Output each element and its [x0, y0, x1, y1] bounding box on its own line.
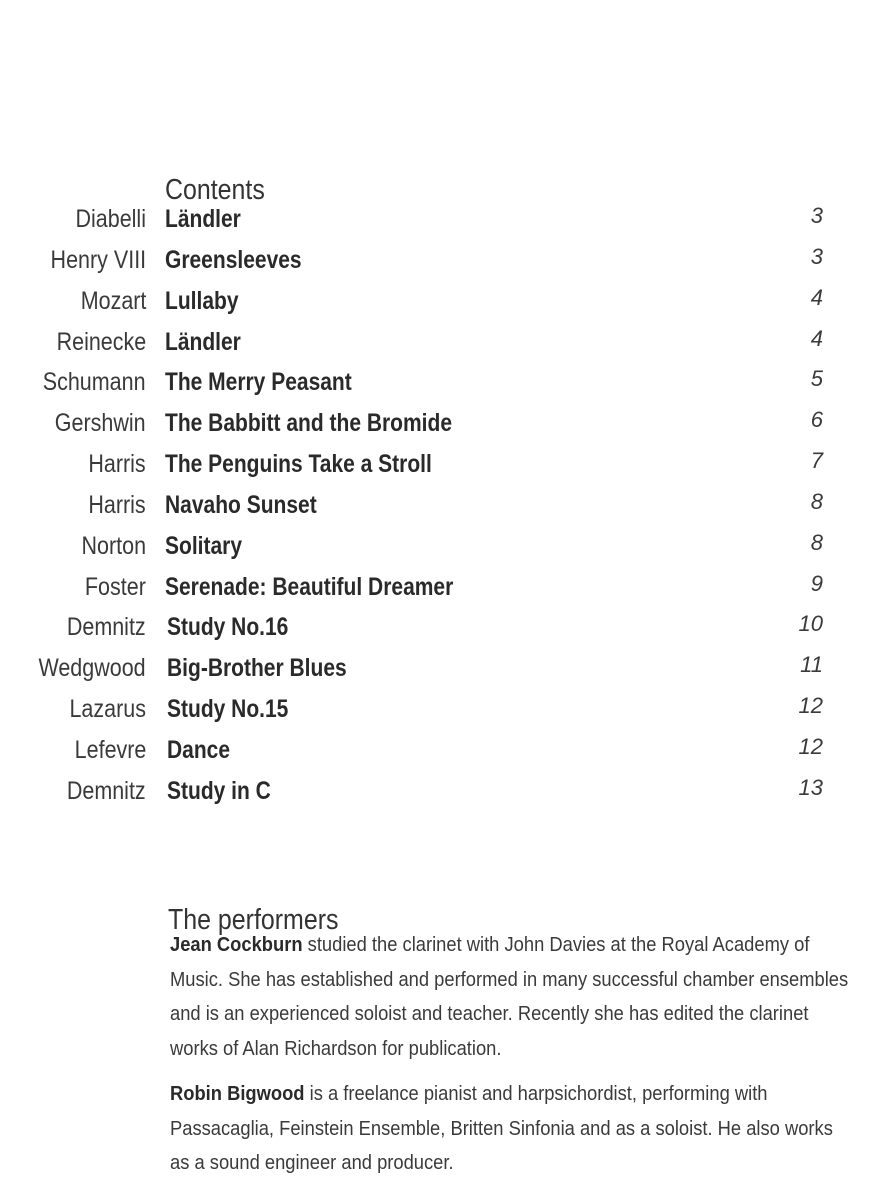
contents-heading: Contents: [165, 174, 265, 207]
toc-page-number: 12: [798, 693, 823, 719]
toc-composer: Mozart: [80, 286, 146, 315]
toc-entry: [0, 205, 894, 246]
toc-piece-title: Big-Brother Blues: [167, 654, 347, 683]
toc-page-number: 11: [800, 652, 823, 678]
toc-composer: Lazarus: [69, 695, 146, 724]
toc-page-number: 8: [810, 529, 823, 555]
toc-page-number: 3: [810, 243, 823, 269]
toc-piece-title: The Penguins Take a Stroll: [165, 450, 432, 479]
toc-piece-title: Ländler: [165, 327, 241, 356]
toc-piece-title: Serenade: Beautiful Dreamer: [165, 572, 454, 601]
toc-composer: Demnitz: [67, 776, 146, 805]
toc-piece-title: Solitary: [165, 531, 243, 560]
toc-entry: [0, 325, 894, 369]
toc-entry: [0, 368, 894, 409]
toc-page-number: 4: [810, 284, 823, 310]
toc-composer: Foster: [85, 572, 146, 601]
toc-entry: [0, 409, 894, 450]
toc-page-number: 3: [810, 203, 823, 228]
toc-entry: [0, 529, 894, 573]
performer-bio: [170, 928, 850, 1066]
toc-composer: Reinecke: [56, 327, 146, 356]
toc-composer: Demnitz: [67, 613, 146, 642]
toc-piece-title: Study in C: [167, 776, 271, 805]
performer-name: Jean Cockburn: [170, 933, 303, 956]
toc-piece-title: Greensleeves: [165, 245, 302, 274]
toc-piece-title: Study No.16: [167, 613, 289, 642]
toc-composer: Henry VIII: [50, 245, 146, 274]
contents-list: [0, 205, 894, 818]
toc-page-number: 6: [810, 407, 823, 433]
toc-composer: Wedgwood: [38, 654, 146, 683]
toc-entry: [0, 695, 894, 736]
toc-page-number: 13: [798, 774, 823, 800]
toc-composer: Harris: [88, 490, 146, 519]
toc-composer: Diabelli: [75, 205, 146, 233]
toc-composer: Schumann: [43, 368, 146, 397]
toc-entry: [0, 450, 894, 491]
toc-entry: [0, 284, 894, 328]
performer-bio-text: studied the clarinet with John Davies at the Royal Academy of Music. She has established and performed in many successful chamber ensembles and is an experienced soloist and teacher. Recently she has edited the clarinet works of Alan Richardson for publication.: [170, 933, 849, 1060]
toc-piece-title: Lullaby: [165, 286, 239, 315]
toc-piece-title: The Babbitt and the Bromide: [165, 409, 453, 438]
toc-entry: [0, 774, 894, 818]
toc-piece-title: The Merry Peasant: [165, 368, 352, 397]
performer-bio: [170, 1077, 850, 1181]
toc-piece-title: Study No.15: [167, 695, 289, 724]
toc-entry: [0, 613, 894, 654]
performer-name: Robin Bigwood: [170, 1082, 305, 1105]
toc-composer: Norton: [81, 531, 146, 560]
toc-composer: Harris: [88, 450, 146, 479]
toc-entry: [0, 570, 894, 614]
toc-entry: [0, 654, 894, 695]
toc-piece-title: Dance: [167, 735, 231, 764]
toc-piece-title: Navaho Sunset: [165, 490, 317, 519]
toc-page-number: 7: [810, 448, 823, 474]
toc-entry: [0, 733, 894, 777]
toc-page-number: 4: [810, 325, 823, 351]
performer-bio-text: is a freelance pianist and harpsichordist, performing with Passacaglia, Feinstein Ensemble, Britten Sinfonia and as a soloist. He also works as a sound engineer and producer.: [170, 1082, 833, 1174]
toc-page-number: 12: [798, 733, 823, 759]
toc-page-number: 5: [810, 366, 823, 392]
toc-page-number: 8: [810, 488, 823, 514]
toc-piece-title: Ländler: [165, 205, 241, 233]
toc-entry: [0, 243, 894, 287]
toc-page-number: 10: [798, 611, 823, 637]
toc-composer: Lefevre: [74, 735, 146, 764]
toc-entry: [0, 488, 894, 532]
toc-page-number: 9: [810, 570, 823, 596]
performers-heading: The performers: [168, 904, 339, 937]
toc-composer: Gershwin: [55, 409, 146, 438]
